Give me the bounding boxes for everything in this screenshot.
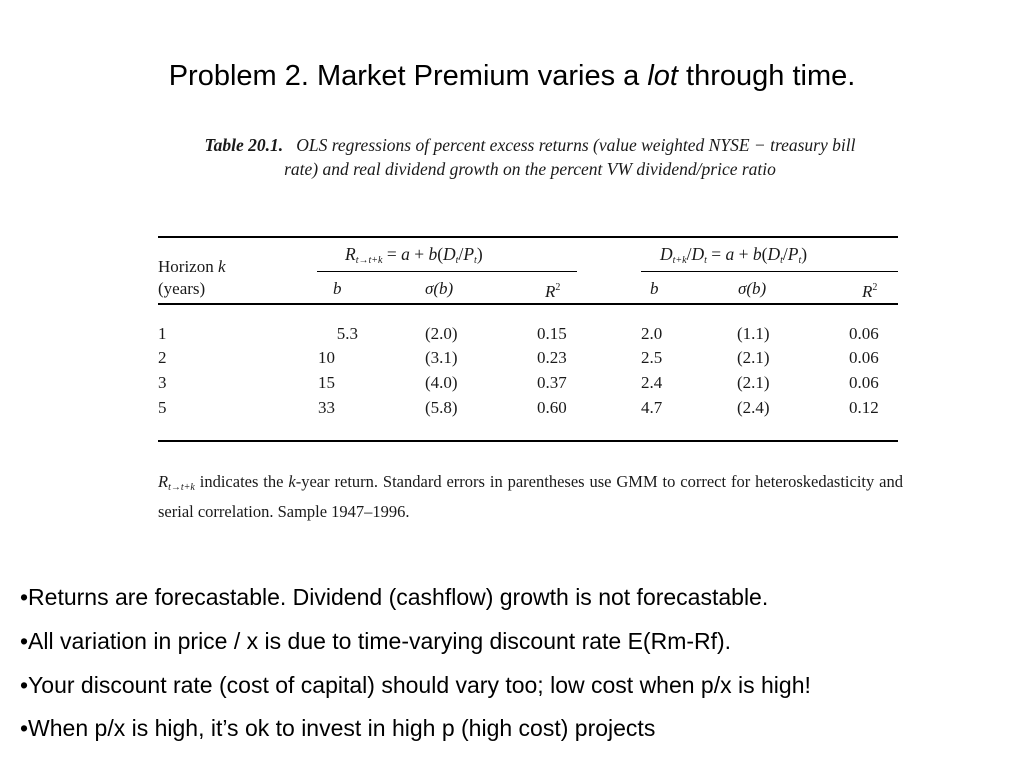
- cell-sigma1: (2.0): [425, 324, 458, 343]
- header-years: (years): [158, 279, 206, 298]
- header-r2-1: $R^2$: [545, 282, 561, 301]
- bullet-item: •Returns are forecastable. Dividend (cashflow) growth is not forecastable.: [20, 584, 769, 610]
- header-r2-2: $R^2$: [862, 282, 878, 301]
- slide-title: [0, 60, 1024, 93]
- cell-horizon: 2: [158, 348, 167, 367]
- cell-r2-1: 0.23: [537, 348, 567, 367]
- bullet-item: •All variation in price / x is due to time-varying discount rate E(Rm-Rf).: [20, 628, 732, 654]
- header-sigma-2: σ(b): [738, 279, 767, 298]
- cell-r2-1: 0.60: [537, 398, 567, 417]
- cell-b1: 10: [318, 348, 335, 367]
- cell-b1: 33: [318, 398, 335, 417]
- table-caption-label: Table 20.1.: [204, 135, 284, 155]
- bullet-item: •When p/x is high, it’s ok to invest in high p (high cost) projects: [20, 715, 656, 741]
- cell-sigma2: (2.1): [737, 348, 770, 367]
- note-k: k: [288, 472, 296, 491]
- cell-r2-2: 0.06: [849, 324, 879, 343]
- title-emphasis: lot: [647, 60, 678, 92]
- table-caption-text: OLS regressions of percent excess returns (value weighted NYSE − treasury bill rate) and real dividend growth on the percent VW dividend/price ratio: [284, 135, 856, 179]
- table-top-rule: [158, 236, 898, 238]
- cell-b1: 15: [318, 373, 335, 392]
- table-caption: [200, 133, 860, 181]
- cell-b2: 2.4: [641, 373, 663, 392]
- cell-horizon: 5: [158, 398, 167, 417]
- note-text-2: -year return. Standard errors in parentheses use GMM to correct for heteroskedasticity and serial correlation. Sample 1947–1996.: [158, 472, 903, 521]
- header-horizon: Horizon k: [158, 257, 226, 276]
- group2-equation: $D_{t+k}/D_t = a + b(D_t/P_t)$: [660, 244, 808, 266]
- cell-horizon: 1: [158, 324, 167, 343]
- bullet-item: •Your discount rate (cost of capital) should vary too; low cost when p/x is high!: [20, 672, 811, 698]
- cell-r2-2: 0.06: [849, 348, 879, 367]
- title-suffix: through time.: [677, 60, 856, 92]
- cell-horizon: 3: [158, 373, 167, 392]
- cell-b2: 4.7: [641, 398, 663, 417]
- cell-sigma1: (4.0): [425, 373, 458, 392]
- cell-sigma2: (2.1): [737, 373, 770, 392]
- title-prefix: Problem 2. Market Premium varies a: [168, 60, 648, 92]
- cell-sigma2: (2.4): [737, 398, 770, 417]
- cell-sigma2: (1.1): [737, 324, 770, 343]
- cell-r2-2: 0.06: [849, 373, 879, 392]
- table-note: [158, 470, 903, 524]
- cell-sigma1: (3.1): [425, 348, 458, 367]
- cell-b2: 2.0: [641, 324, 663, 343]
- cell-r2-1: 0.37: [537, 373, 567, 392]
- cell-r2-2: 0.12: [849, 398, 879, 417]
- header-b-1: b: [333, 279, 342, 298]
- cell-sigma1: (5.8): [425, 398, 458, 417]
- note-symbol: $R_{t\to t+k}$: [158, 472, 195, 493]
- cell-r2-1: 0.15: [537, 324, 567, 343]
- note-text-1: indicates the: [199, 472, 289, 491]
- cell-b2: 2.5: [641, 348, 663, 367]
- cell-b1: 5.3: [336, 324, 358, 343]
- table-bottom-rule: [158, 440, 898, 442]
- header-sigma-1: σ(b): [425, 279, 454, 298]
- table-header-rule: [158, 303, 898, 305]
- header-b-2: b: [650, 279, 659, 298]
- group1-equation: $R_{t\to t+k} = a + b(D_t/P_t)$: [345, 244, 483, 266]
